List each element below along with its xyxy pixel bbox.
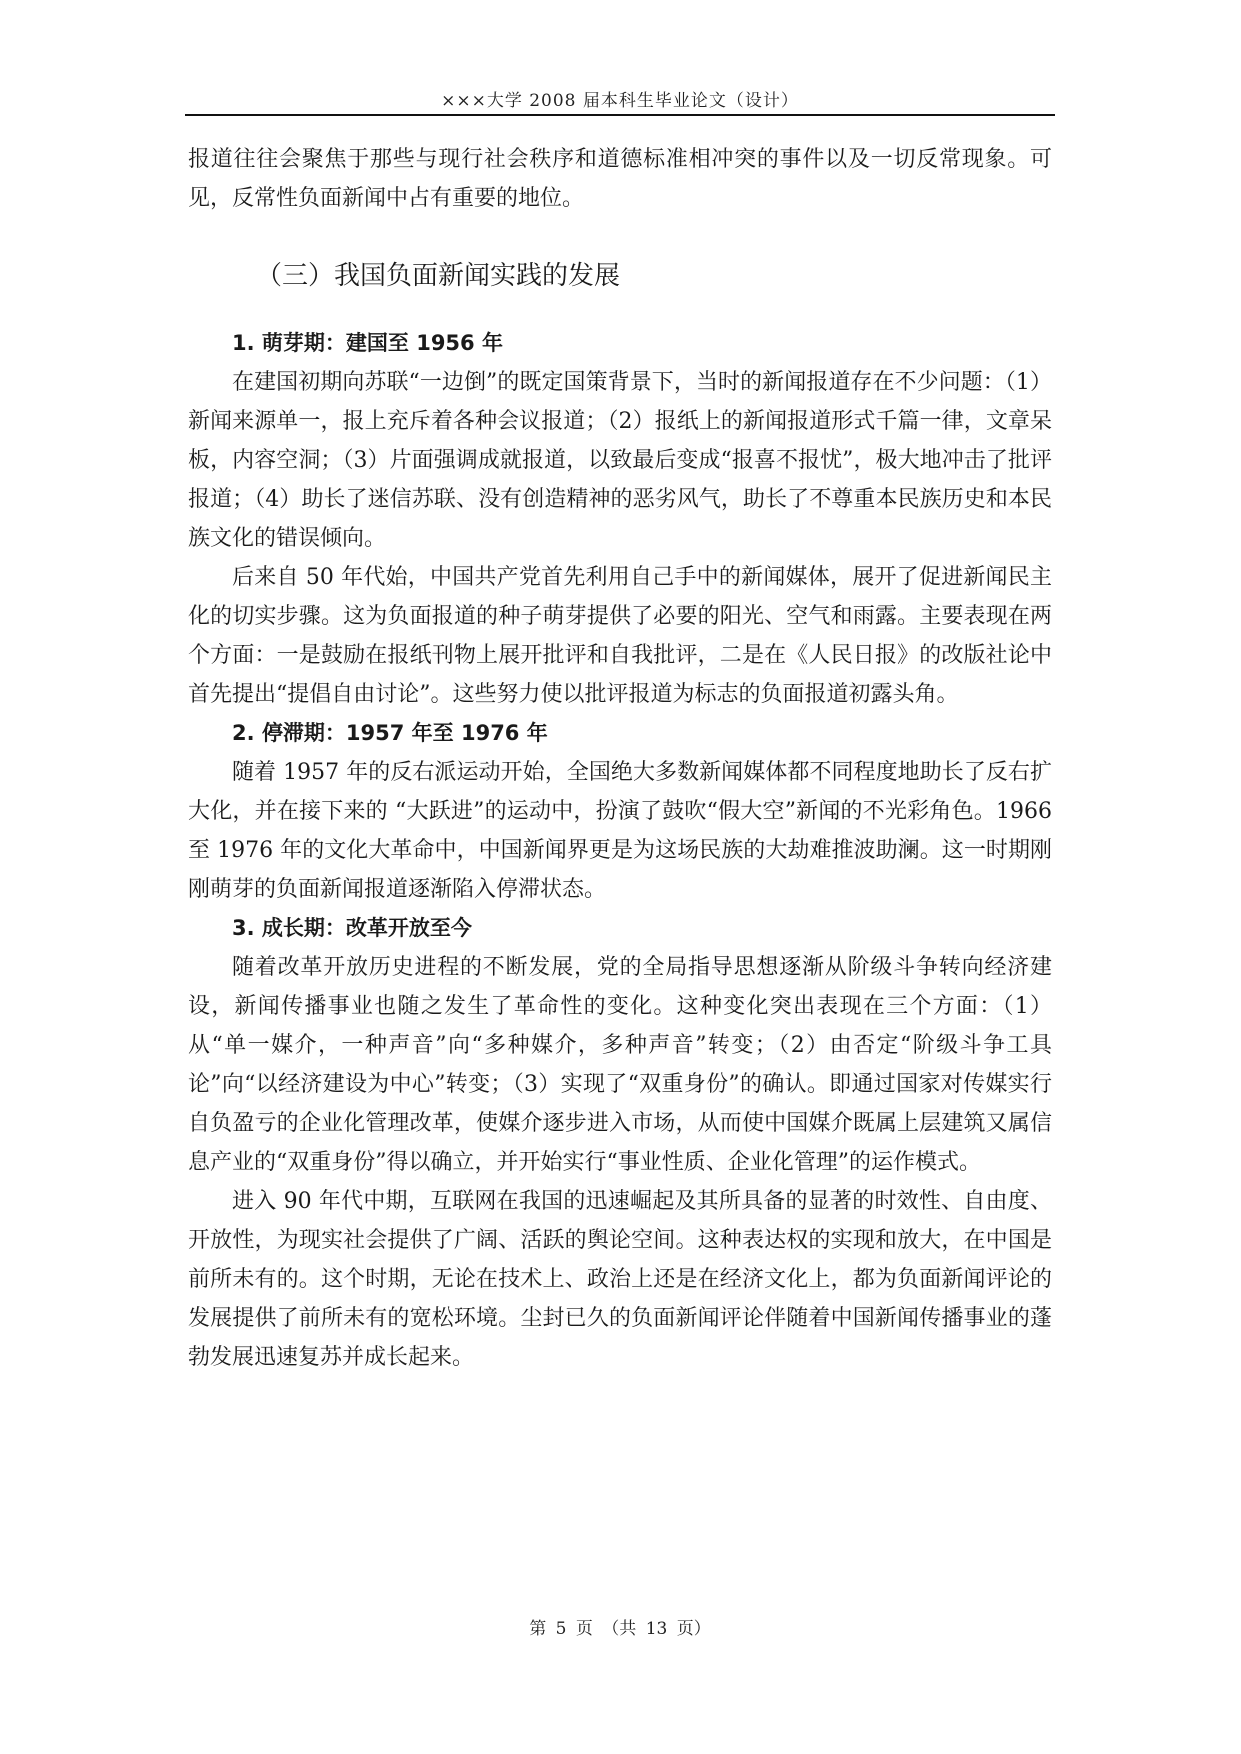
subsection-stagnation: [188, 714, 1052, 909]
body-paragraph: 后来自 50 年代始，中国共产党首先利用自己手中的新闻媒体，展开了促进新闻民主化的切实步骤。这为负面报道的种子萌芽提供了必要的阳光、空气和雨露。主要表现在两个方面：一是鼓励在报纸刊物上展开批评和自我批评，二是在《人民日报》的改版社论中首先提出“提倡自由讨论”。这些努力使以批评报道为标志的负面报道初露头角。: [188, 565, 1052, 707]
body-paragraph: 随着 1957 年的反右派运动开始，全国绝大多数新闻媒体都不同程度地助长了反右扩大化，并在接下来的 “大跃进”的运动中，扮演了鼓吹“假大空”新闻的不光彩角色。1966 至 1976 年的文化大革命中，中国新闻界更是为这场民族的大劫难推波助澜。这一时期刚刚萌芽的负面新闻报道逐渐陷入停滞状态。: [188, 760, 1052, 902]
page-number-footer: 第 5 页 （共 13 页）: [529, 1619, 711, 1639]
body-paragraph: 进入 90 年代中期，互联网在我国的迅速崛起及其所具备的显著的时效性、自由度、开放性，为现实社会提供了广阔、活跃的舆论空间。这种表达权的实现和放大，在中国是前所未有的。这个时期，无论在技术上、政治上还是在经济文化上，都为负面新闻评论的发展提供了前所未有的宽松环境。尘封已久的负面新闻评论伴随着中国新闻传播事业的蓬勃发展迅速复苏并成长起来。: [188, 1189, 1052, 1370]
subsection-heading: 3. 成长期：改革开放至今: [232, 916, 472, 940]
subsection-growth: [188, 909, 1052, 1377]
subsection-heading: 2. 停滞期：1957 年至 1976 年: [232, 721, 548, 745]
intro-continuation-paragraph: 报道往往会聚焦于那些与现行社会秩序和道德标准相冲突的事件以及一切反常现象。可见，反常性负面新闻中占有重要的地位。: [188, 147, 1052, 211]
body-paragraph: 在建国初期向苏联“一边倒”的既定国策背景下，当时的新闻报道存在不少问题：（1）新闻来源单一，报上充斥着各种会议报道；（2）报纸上的新闻报道形式千篇一律，文章呆板，内容空洞；（3）片面强调成就报道，以致最后变成“报喜不报忧”，极大地冲击了批评报道；（4）助长了迷信苏联、没有创造精神的恶劣风气，助长了不尊重本民族历史和本民族文化的错误倾向。: [188, 370, 1052, 551]
section-title: （三）我国负面新闻实践的发展: [256, 261, 621, 291]
subsection-heading: 1. 萌芽期：建国至 1956 年: [232, 331, 503, 355]
header-rule: [185, 114, 1055, 116]
running-header: ×××大学 2008 届本科生毕业论文（设计）: [441, 91, 799, 111]
subsection-budding: [188, 324, 1052, 714]
body-paragraph: 随着改革开放历史进程的不断发展，党的全局指导思想逐渐从阶级斗争转向经济建设，新闻传播事业也随之发生了革命性的变化。这种变化突出表现在三个方面：（1）从“单一媒介，一种声音”向“多种媒介，多种声音”转变；（2）由否定“阶级斗争工具论”向“以经济建设为中心”转变；（3）实现了“双重身份”的确认。即通过国家对传媒实行自负盈亏的企业化管理改革，使媒介逐步进入市场，从而使中国媒介既属上层建筑又属信息产业的“双重身份”得以确立，并开始实行“事业性质、企业化管理”的运作模式。: [188, 955, 1052, 1175]
page-body: [188, 140, 1052, 1377]
